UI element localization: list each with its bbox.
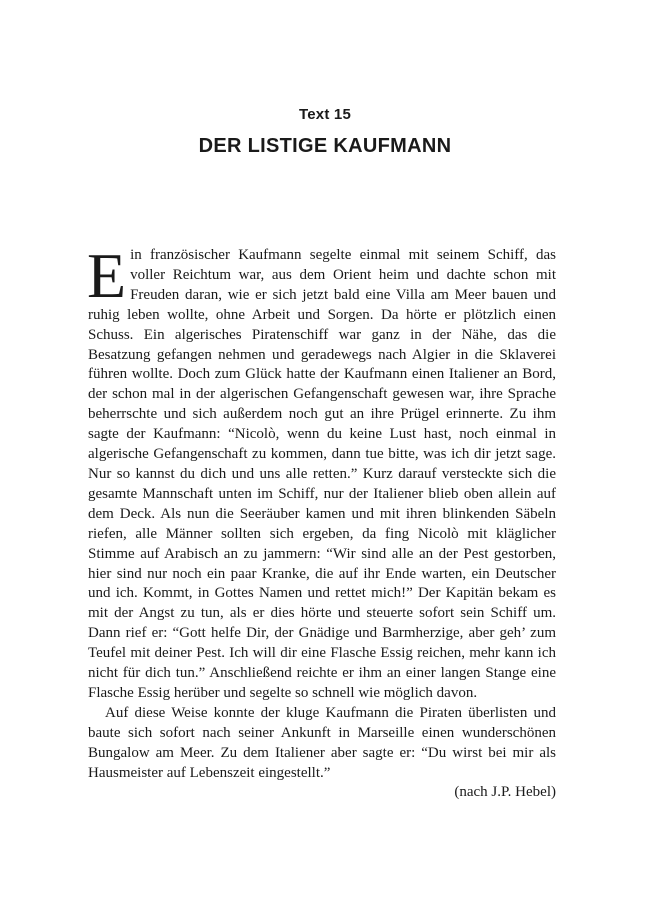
story-title: DER LISTIGE KAUFMANN bbox=[198, 135, 452, 157]
source-attribution: (nach J.P. Hebel) bbox=[454, 784, 556, 801]
drop-cap: E bbox=[87, 240, 127, 311]
story-body bbox=[87, 240, 556, 803]
paragraph-2: Auf diese Weise konnte der kluge Kaufmann die Piraten überlisten und baute sich sofort nach seiner Ankunft in Marseille einen wunderschönen Bungalow am Meer. Zu dem Italiener aber sagte er: “Du wirst bei mir als Hausmeister auf Lebenszeit eingestellt.” bbox=[88, 704, 556, 781]
text-number-label: Text 15 bbox=[299, 106, 351, 123]
paragraph-1-text: in französischer Kaufmann segelte einmal mit seinem Schiff, das voller Reichtum war, aus dem Orient heim und dachte schon mit Freuden daran, wie er sich jetzt bald eine Villa am Meer bauen und ruhig leben wollte, ohne Arbeit und Sorgen. Da hörte er plötzlich einen Schuss. Ein algerisches Piratenschiff war ganz in der Nähe, das die Besatzung gefangen nehmen und geradewegs nach Algier in die Sklaverei führen wollte. Doch zum Glück hatte der Kaufmann einen Italiener an Bord, der schon mal in der algerischen Gefangenschaft gewesen war, ihre Sprache beherrschte und sich außerdem noch gut an ihre Prügel erinnerte. Zu ihm sagte der Kaufmann: “Nicolò, wenn du keine Lust hast, noch einmal in algerische Gefangenschaft zu kommen, dann tue bitte, was ich dir jetzt sage. Nur so kannst du dich und uns alle retten.” Kurz darauf versteckte sich die gesamte Mannschaft unten im Schiff, nur der Italiener blieb oben allein auf dem Deck. Als nun die Seeräuber kamen und mit ihren blinkenden Säbeln riefen, alle Männer sollten sich ergeben, da fing Nicolò mit kläglicher Stimme auf Arabisch an zu jammern: “Wir sind alle an der Pest gestorben, hier sind nur noch ein paar Kranke, die auf ihr Ende warten, ein Deutscher und ich. Kommt, in Gottes Namen und rettet mich!” Der Kapitän bekam es mit der Angst zu tun, als er dies hörte und steuerte sofort sein Schiff um. Dann rief er: “Gott helfe Dir, der Gnädige und Barmherzige, aber geh’ zum Teufel mit deiner Pest. Ich will dir eine Flasche Essig reichen, mehr kann ich nicht für dich tun.” Anschließend reichte er ihm an einer langen Stange eine Flasche Essig herüber und segelte so schnell wie möglich davon. bbox=[88, 247, 556, 701]
paragraph-1 bbox=[87, 240, 556, 704]
